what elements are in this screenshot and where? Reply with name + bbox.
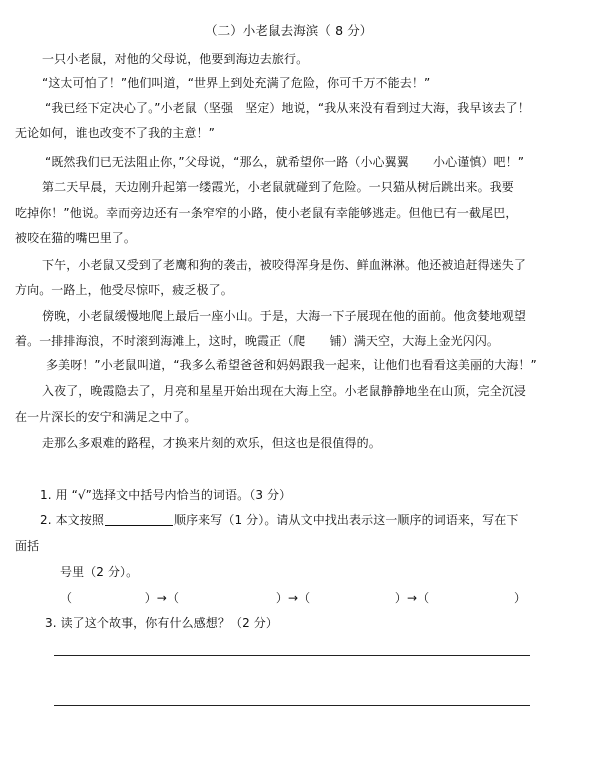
paragraph-line: 一只小老鼠，对他的父母说，他要到海边去旅行。 bbox=[42, 52, 309, 66]
paragraph-line: 走那么多艰难的路程，才换来片刻的欢乐，但这也是很值得的。 bbox=[42, 436, 381, 450]
answer-parentheses[interactable]: （ ）→（ ）→（ ）→（ ） bbox=[60, 591, 527, 605]
answer-blank[interactable] bbox=[105, 525, 173, 526]
question-2-continued: 面括 bbox=[15, 539, 40, 553]
paragraph-line: 在一片深长的安宁和满足之中了。 bbox=[15, 410, 197, 424]
paragraph-line: “既然我们已无法阻止你，”父母说，“那么，就希望你一路（小心翼翼 小心谨慎）吧！” bbox=[45, 155, 525, 169]
question-1: 1. 用 “√”选择文中括号内恰当的词语。（3 分） bbox=[40, 488, 292, 502]
question-2-continued: 号里（2 分）。 bbox=[60, 565, 139, 579]
paragraph-line: 着。一排排海浪，不时滚到海滩上，这时，晚霞正（爬 铺）满天空，大海上金光闪闪。 bbox=[15, 334, 500, 348]
document-title: （二）小老鼠去海滨（ 8 分） bbox=[205, 23, 373, 38]
question-3: 3. 读了这个故事，你有什么感想？（2 分） bbox=[45, 616, 278, 630]
paragraph-line: 下午，小老鼠又受到了老鹰和狗的袭击，被咬得浑身是伤、鲜血淋淋。他还被追赶得迷失了 bbox=[42, 258, 527, 272]
question-2-text: 2. 本文按照 bbox=[40, 513, 104, 527]
paragraph-line: “我已经下定决心了。”小老鼠（坚强 坚定）地说，“我从来没有看到过大海，我早该去了！ bbox=[45, 101, 530, 115]
paragraph-line: 吃掉你！”他说。幸而旁边还有一条窄窄的小路，使小老鼠有幸能够逃走。但他已有一截尾巴， bbox=[15, 206, 518, 220]
question-2-text: 顺序来写（1 分）。请从文中找出表示这一顺序的词语来，写在下 bbox=[173, 513, 519, 527]
paragraph-line: 傍晚，小老鼠缓慢地爬上最后一座小山。于是，大海一下子展现在他的面前。他贪婪地观望 bbox=[42, 309, 527, 323]
paragraph-line: 第二天早晨，天边刚升起第一缕霞光，小老鼠就碰到了危险。一只猫从树后跳出来。我要 bbox=[42, 180, 514, 194]
paragraph-line: “这太可怕了！”他们叫道，“世界上到处充满了危险，你可千万不能去！” bbox=[42, 76, 431, 90]
question-2 bbox=[40, 512, 518, 528]
answer-line[interactable] bbox=[54, 655, 530, 656]
paragraph-line: 被咬在猫的嘴巴里了。 bbox=[15, 231, 137, 245]
paragraph-line: 方向。一路上，他受尽惊吓，疲乏极了。 bbox=[15, 283, 233, 297]
answer-line[interactable] bbox=[54, 705, 530, 706]
paragraph-line: 多美呀！”小老鼠叫道，“我多么希望爸爸和妈妈跟我一起来，让他们也看看这美丽的大海！” bbox=[46, 358, 537, 372]
paragraph-line: 无论如何，谁也改变不了我的主意！” bbox=[15, 126, 215, 140]
paragraph-line: 入夜了，晚霞隐去了，月亮和星星开始出现在大海上空。小老鼠静静地坐在山顶，完全沉浸 bbox=[42, 384, 527, 398]
